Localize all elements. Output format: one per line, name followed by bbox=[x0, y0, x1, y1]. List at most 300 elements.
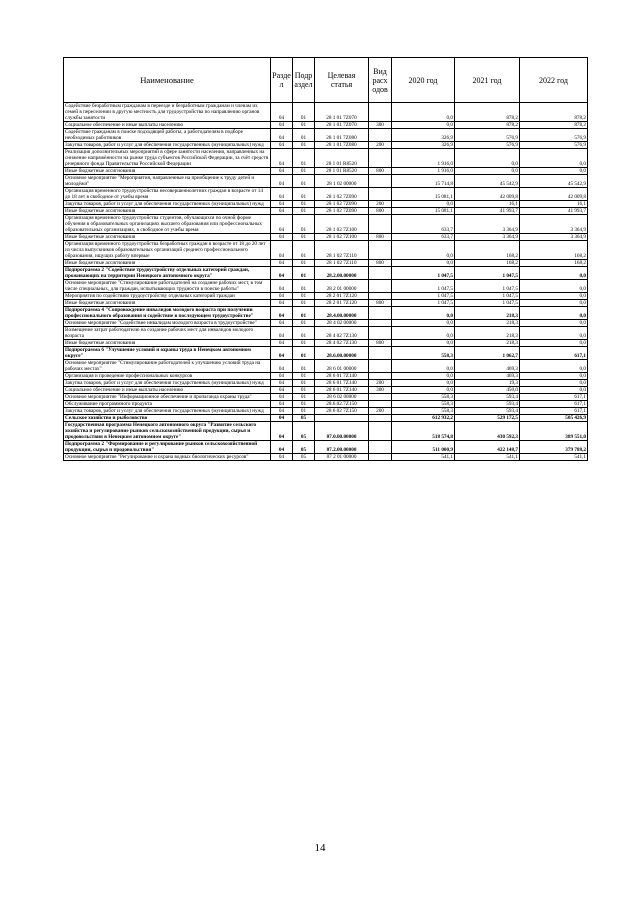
cell-name: Государственная программа Ненецкого автономного округа "Развитие сельского хозяйства и регулирование рынков сельскохозяйственной продукции, сырья и продовольствия в Ненецком автономном округе" bbox=[64, 422, 271, 441]
table-row bbox=[64, 360, 588, 373]
cell-name: Иные бюджетные ассигнования bbox=[64, 300, 271, 307]
cell-section: 04 bbox=[271, 280, 293, 293]
cell-section: 04 bbox=[271, 267, 293, 280]
cell-section: 04 bbox=[271, 168, 293, 175]
cell-subsection: 05 bbox=[293, 441, 315, 454]
table-row bbox=[64, 422, 588, 441]
cell-expense-type: 800 bbox=[369, 168, 392, 175]
cell-target-article: 28.6.02.7Z150 bbox=[315, 401, 369, 408]
cell-expense-type bbox=[369, 293, 392, 300]
cell-name: Сельское хозяйство и рыболовство bbox=[64, 415, 271, 422]
table-row bbox=[64, 373, 588, 380]
cell-2020: 326,9 bbox=[392, 142, 455, 149]
cell-expense-type bbox=[369, 422, 392, 441]
cell-2022: 42 009,8 bbox=[520, 188, 588, 201]
table-row bbox=[64, 122, 588, 129]
cell-2021: 168,2 bbox=[455, 241, 520, 260]
cell-target-article: 28 4 02 00000 bbox=[315, 320, 369, 327]
cell-2020: 1 047,5 bbox=[392, 267, 455, 280]
cell-2022: 0,0 bbox=[520, 373, 588, 380]
cell-section: 04 bbox=[271, 307, 293, 320]
cell-2020: 0,0 bbox=[392, 103, 455, 122]
cell-target-article: 28 6 02 7Z150 bbox=[315, 408, 369, 415]
cell-2022: 0,0 bbox=[520, 168, 588, 175]
cell-name: Обслуживание программного продукта bbox=[64, 401, 271, 408]
cell-name: Иные бюджетные ассигнования bbox=[64, 260, 271, 267]
cell-expense-type: 800 bbox=[369, 234, 392, 241]
table-row bbox=[64, 347, 588, 360]
cell-2022: 168,2 bbox=[520, 260, 588, 267]
cell-2021: 41 993,7 bbox=[455, 208, 520, 215]
cell-section: 04 bbox=[271, 122, 293, 129]
header-year-2020: 2020 год bbox=[392, 58, 455, 103]
cell-section: 04 bbox=[271, 201, 293, 208]
cell-name: Социальное обеспечение и иные выплаты населению bbox=[64, 122, 271, 129]
cell-target-article: 28 6 01 7Z140 bbox=[315, 373, 369, 380]
cell-2021: 593,4 bbox=[455, 408, 520, 415]
cell-target-article: 28 1 01 7Z070 bbox=[315, 103, 369, 122]
table-row bbox=[64, 394, 588, 401]
cell-2021: 168,2 bbox=[455, 260, 520, 267]
cell-target-article: 28 6 01 7Z140 bbox=[315, 387, 369, 394]
cell-expense-type bbox=[369, 454, 392, 461]
cell-2022: 45 542,9 bbox=[520, 175, 588, 188]
cell-2020: 541,1 bbox=[392, 454, 455, 461]
cell-name: Подпрограмма 2 "Формирование и регулирование рынков сельскохозяйственной продукции, сырья и продовольствия" bbox=[64, 441, 271, 454]
cell-section: 04 bbox=[271, 129, 293, 142]
table-row bbox=[64, 454, 588, 461]
cell-name: Основное мероприятие "Стимулирование работодателей на создание рабочих мест, в том числе специальных, для граждан, испытывающих трудности в поиске работы" bbox=[64, 280, 271, 293]
cell-2021: 450,0 bbox=[455, 387, 520, 394]
cell-expense-type: 200 bbox=[369, 142, 392, 149]
cell-target-article: 28 1 01 R8520 bbox=[315, 149, 369, 168]
cell-section: 04 bbox=[271, 215, 293, 234]
cell-name: Возмещение затрат работодателю на создание рабочих мест для инвалидов молодого возраста bbox=[64, 327, 271, 340]
cell-expense-type bbox=[369, 394, 392, 401]
cell-name: Закупка товаров, работ и услуг для обеспечения государственных (муниципальных) нужд bbox=[64, 142, 271, 149]
cell-2020: 0,0 bbox=[392, 327, 455, 340]
cell-name: Основное мероприятие "Мероприятия, направленные на приобщение к труду детей и молодёжи" bbox=[64, 175, 271, 188]
cell-2021: 0,0 bbox=[455, 149, 520, 168]
cell-section: 04 bbox=[271, 320, 293, 327]
cell-section: 04 bbox=[271, 188, 293, 201]
cell-2020: 518 574,8 bbox=[392, 422, 455, 441]
cell-target-article: 28 1 01 7Z080 bbox=[315, 129, 369, 142]
cell-2022: 3 364,9 bbox=[520, 215, 588, 234]
cell-2021: 1 047,5 bbox=[455, 300, 520, 307]
cell-target-article: 28 1 01 7Z070 bbox=[315, 122, 369, 129]
cell-name: Основное мероприятие "Стимулирование работодателей к улучшению условий труда на рабочих местах" bbox=[64, 360, 271, 373]
cell-name: Реализация дополнительных мероприятий в сфере занятости населения, направленных на снижение напряжённости на рынке труда субъектов Российской Федерации, за счёт средств резервного фонда Правительства Российской Федерации bbox=[64, 149, 271, 168]
table-row bbox=[64, 441, 588, 454]
cell-2021: 218,3 bbox=[455, 327, 520, 340]
cell-2022: 0,0 bbox=[520, 327, 588, 340]
cell-2022: 541,1 bbox=[520, 454, 588, 461]
cell-subsection: 01 bbox=[293, 327, 315, 340]
cell-target-article bbox=[315, 415, 369, 422]
cell-expense-type: 300 bbox=[369, 387, 392, 394]
cell-2021: 3 364,9 bbox=[455, 215, 520, 234]
cell-2022: 878,2 bbox=[520, 122, 588, 129]
cell-name: Основное мероприятие "Содействие инвалидам молодого возраста в трудоустройстве" bbox=[64, 320, 271, 327]
cell-expense-type bbox=[369, 103, 392, 122]
cell-expense-type bbox=[369, 267, 392, 280]
cell-2021: 1 062,7 bbox=[455, 347, 520, 360]
header-expense-type: Вид расх одов bbox=[369, 58, 392, 103]
cell-subsection: 01 bbox=[293, 267, 315, 280]
cell-subsection: 01 bbox=[293, 188, 315, 201]
table-row bbox=[64, 280, 588, 293]
cell-section: 04 bbox=[271, 373, 293, 380]
table-row bbox=[64, 267, 588, 280]
table-row bbox=[64, 387, 588, 394]
cell-name: Мероприятия по содействию трудоустройству отдельных категорий граждан bbox=[64, 293, 271, 300]
cell-2021: 878,2 bbox=[455, 122, 520, 129]
cell-2020: 1 916,0 bbox=[392, 168, 455, 175]
cell-2022: 878,2 bbox=[520, 103, 588, 122]
cell-expense-type bbox=[369, 241, 392, 260]
cell-target-article: 07.0.00.00000 bbox=[315, 422, 369, 441]
cell-2022: 617,1 bbox=[520, 347, 588, 360]
cell-subsection: 01 bbox=[293, 168, 315, 175]
cell-2021: 469,3 bbox=[455, 360, 520, 373]
cell-2021: 3 364,9 bbox=[455, 234, 520, 241]
cell-name: Подпрограмма 4 "Сопровождение инвалидов молодого возраста при получении профессионального образования и содействие в последующем трудоустройстве" bbox=[64, 307, 271, 320]
cell-subsection: 01 bbox=[293, 103, 315, 122]
table-body bbox=[64, 103, 588, 461]
cell-2021: 576,9 bbox=[455, 129, 520, 142]
cell-expense-type bbox=[369, 347, 392, 360]
cell-2020: 558,3 bbox=[392, 408, 455, 415]
cell-subsection: 01 bbox=[293, 129, 315, 142]
table-row bbox=[64, 241, 588, 260]
cell-2022: 0,0 bbox=[520, 320, 588, 327]
table-row bbox=[64, 142, 588, 149]
cell-expense-type bbox=[369, 373, 392, 380]
table-row bbox=[64, 168, 588, 175]
cell-expense-type bbox=[369, 320, 392, 327]
cell-target-article: 28 1 02 7Z110 bbox=[315, 260, 369, 267]
cell-subsection: 01 bbox=[293, 234, 315, 241]
cell-expense-type bbox=[369, 307, 392, 320]
cell-2022: 0,0 bbox=[520, 280, 588, 293]
cell-subsection: 01 bbox=[293, 387, 315, 394]
cell-2020: 558,3 bbox=[392, 401, 455, 408]
cell-name: Организация и проведение профессиональных конкурсов bbox=[64, 373, 271, 380]
cell-section: 04 bbox=[271, 149, 293, 168]
cell-2022: 617,1 bbox=[520, 401, 588, 408]
cell-section: 04 bbox=[271, 234, 293, 241]
cell-subsection: 01 bbox=[293, 215, 315, 234]
table-row bbox=[64, 300, 588, 307]
cell-2022: 617,1 bbox=[520, 394, 588, 401]
cell-subsection: 01 bbox=[293, 280, 315, 293]
cell-section: 04 bbox=[271, 380, 293, 387]
cell-subsection: 01 bbox=[293, 373, 315, 380]
cell-2020: 1 047,5 bbox=[392, 300, 455, 307]
cell-subsection: 05 bbox=[293, 415, 315, 422]
cell-name: Содействие безработным гражданам в переезде и безработным гражданам и членам их семей в переселении в другую местность для трудоустройства по направлению органов службы занятости bbox=[64, 103, 271, 122]
cell-subsection: 01 bbox=[293, 142, 315, 149]
table-row bbox=[64, 234, 588, 241]
cell-section: 04 bbox=[271, 208, 293, 215]
cell-2020: 0,0 bbox=[392, 380, 455, 387]
cell-subsection: 01 bbox=[293, 201, 315, 208]
cell-2020: 0,0 bbox=[392, 387, 455, 394]
cell-2020: 0,0 bbox=[392, 260, 455, 267]
cell-2022: 41 993,7 bbox=[520, 208, 588, 215]
cell-2022: 389 551,0 bbox=[520, 422, 588, 441]
cell-2020: 558,3 bbox=[392, 394, 455, 401]
cell-2021: 218,3 bbox=[455, 307, 520, 320]
cell-section: 04 bbox=[271, 260, 293, 267]
cell-section: 04 bbox=[271, 327, 293, 340]
cell-expense-type: 200 bbox=[369, 408, 392, 415]
cell-subsection: 01 bbox=[293, 241, 315, 260]
cell-subsection: 01 bbox=[293, 293, 315, 300]
cell-2020: 0,0 bbox=[392, 320, 455, 327]
table-row bbox=[64, 340, 588, 347]
cell-2020: 0,0 bbox=[392, 360, 455, 373]
cell-subsection: 01 bbox=[293, 208, 315, 215]
cell-2020: 0,0 bbox=[392, 201, 455, 208]
cell-section: 04 bbox=[271, 293, 293, 300]
cell-2021: 529 172,5 bbox=[455, 415, 520, 422]
table-row bbox=[64, 103, 588, 122]
cell-2021: 430 592,3 bbox=[455, 422, 520, 441]
cell-2020: 0,0 bbox=[392, 122, 455, 129]
cell-2020: 0,0 bbox=[392, 307, 455, 320]
cell-name: Иные бюджетные ассигнования bbox=[64, 208, 271, 215]
cell-2021: 19,3 bbox=[455, 380, 520, 387]
cell-subsection: 01 bbox=[293, 307, 315, 320]
cell-subsection: 01 bbox=[293, 340, 315, 347]
cell-target-article: 28 2 01 7Z120 bbox=[315, 293, 369, 300]
cell-2022: 0,0 bbox=[520, 293, 588, 300]
cell-name: Основное мероприятие "Информационное обеспечение и пропаганда охраны труда" bbox=[64, 394, 271, 401]
table-row bbox=[64, 129, 588, 142]
cell-name: Иные бюджетные ассигнования bbox=[64, 168, 271, 175]
cell-name: Подпрограмма 6 "Улучшение условий и охраны труда в Ненецком автономном округе" bbox=[64, 347, 271, 360]
cell-section: 04 bbox=[271, 454, 293, 461]
cell-2022: 505 426,9 bbox=[520, 415, 588, 422]
header-year-2021: 2021 год bbox=[455, 58, 520, 103]
cell-2022: 0,0 bbox=[520, 149, 588, 168]
header-year-2022: 2022 год bbox=[520, 58, 588, 103]
cell-target-article: 28 1 01 R8520 bbox=[315, 168, 369, 175]
cell-section: 04 bbox=[271, 408, 293, 415]
header-target-article: Целевая статья bbox=[315, 58, 369, 103]
cell-2021: 593,4 bbox=[455, 401, 520, 408]
cell-section: 04 bbox=[271, 340, 293, 347]
header-name: Наименование bbox=[64, 58, 271, 103]
cell-2021: 1 047,5 bbox=[455, 293, 520, 300]
cell-2021: 878,2 bbox=[455, 103, 520, 122]
cell-2020: 1 916,0 bbox=[392, 149, 455, 168]
cell-section: 04 bbox=[271, 103, 293, 122]
cell-target-article: 28 1 02 7Z100 bbox=[315, 215, 369, 234]
cell-target-article: 28.6.00.00000 bbox=[315, 347, 369, 360]
cell-expense-type: 800 bbox=[369, 340, 392, 347]
header-section: Разде л bbox=[271, 58, 293, 103]
cell-target-article: 07.2.00.00000 bbox=[315, 441, 369, 454]
cell-expense-type bbox=[369, 215, 392, 234]
cell-subsection: 01 bbox=[293, 408, 315, 415]
cell-expense-type: 800 bbox=[369, 300, 392, 307]
cell-expense-type bbox=[369, 401, 392, 408]
cell-expense-type: 200 bbox=[369, 201, 392, 208]
table-row bbox=[64, 307, 588, 320]
cell-subsection: 01 bbox=[293, 380, 315, 387]
cell-section: 04 bbox=[271, 387, 293, 394]
cell-subsection: 01 bbox=[293, 260, 315, 267]
table-row bbox=[64, 188, 588, 201]
cell-expense-type: 200 bbox=[369, 380, 392, 387]
cell-expense-type bbox=[369, 415, 392, 422]
cell-subsection: 01 bbox=[293, 175, 315, 188]
cell-subsection: 05 bbox=[293, 454, 315, 461]
cell-2022: 0,0 bbox=[520, 300, 588, 307]
cell-expense-type bbox=[369, 188, 392, 201]
cell-name: Организация временного трудоустройства несовершеннолетних граждан в возрасте от 14 до 18 лет в свободное от учебы время bbox=[64, 188, 271, 201]
cell-expense-type bbox=[369, 175, 392, 188]
cell-expense-type: 300 bbox=[369, 122, 392, 129]
cell-subsection: 01 bbox=[293, 300, 315, 307]
cell-expense-type: 800 bbox=[369, 208, 392, 215]
cell-expense-type bbox=[369, 129, 392, 142]
cell-name: Социальное обеспечение и иные выплаты населению bbox=[64, 387, 271, 394]
cell-section: 04 bbox=[271, 347, 293, 360]
cell-2022: 0,0 bbox=[520, 267, 588, 280]
cell-section: 04 bbox=[271, 175, 293, 188]
cell-2020: 15 081,1 bbox=[392, 208, 455, 215]
table-row bbox=[64, 149, 588, 168]
cell-2020: 15 714,8 bbox=[392, 175, 455, 188]
cell-2022: 379 788,2 bbox=[520, 441, 588, 454]
cell-2022: 168,2 bbox=[520, 241, 588, 260]
budget-table bbox=[63, 57, 588, 461]
cell-2021: 0,0 bbox=[455, 168, 520, 175]
cell-2020: 15 081,1 bbox=[392, 188, 455, 201]
cell-name: Иные бюджетные ассигнования bbox=[64, 234, 271, 241]
cell-2020: 0,0 bbox=[392, 373, 455, 380]
cell-section: 04 bbox=[271, 360, 293, 373]
cell-name: Закупка товаров, работ и услуг для обеспечения государственных (муниципальных) нужд bbox=[64, 380, 271, 387]
cell-expense-type bbox=[369, 327, 392, 340]
header-subsection: Подр аздел bbox=[293, 58, 315, 103]
cell-target-article: 28 6 01 00000 bbox=[315, 360, 369, 373]
cell-2022: 3 364,9 bbox=[520, 234, 588, 241]
cell-2021: 1 047,5 bbox=[455, 280, 520, 293]
cell-2020: 326,9 bbox=[392, 129, 455, 142]
cell-target-article: 28 1 01 7Z080 bbox=[315, 142, 369, 149]
cell-name: Содействие гражданам в поиске подходящей работы, а работодателям в подборе необходимых работников bbox=[64, 129, 271, 142]
cell-subsection: 05 bbox=[293, 422, 315, 441]
cell-2020: 0,0 bbox=[392, 340, 455, 347]
cell-2020: 633,7 bbox=[392, 234, 455, 241]
cell-expense-type bbox=[369, 360, 392, 373]
cell-2021: 218,3 bbox=[455, 320, 520, 327]
cell-target-article: 28 6 01 7Z140 bbox=[315, 380, 369, 387]
cell-2022: 576,9 bbox=[520, 129, 588, 142]
cell-subsection: 01 bbox=[293, 347, 315, 360]
cell-name: Организация временного трудоустройства студентов, обучающихся по очной форме обучения в образовательных организациях высшего образования или профессиональных образовательных организациях, в свободное от учебы время bbox=[64, 215, 271, 234]
cell-2021: 576,9 bbox=[455, 142, 520, 149]
cell-2022: 0,0 bbox=[520, 360, 588, 373]
cell-expense-type bbox=[369, 441, 392, 454]
table-header-row bbox=[64, 58, 588, 103]
cell-target-article: 28 1 02 00000 bbox=[315, 175, 369, 188]
cell-name: Организация временного трудоустройства безработных граждан в возрасте от 18 до 20 лет из числа выпускников образовательных организаций среднего профессионального образования, ищущих работу впервые bbox=[64, 241, 271, 260]
cell-target-article: 28 2 01 7Z120 bbox=[315, 300, 369, 307]
cell-target-article: 28.4.00.00000 bbox=[315, 307, 369, 320]
table-row bbox=[64, 175, 588, 188]
cell-target-article: 28 1 02 7Z100 bbox=[315, 234, 369, 241]
cell-subsection: 01 bbox=[293, 149, 315, 168]
cell-target-article: 07 2 01 00000 bbox=[315, 454, 369, 461]
cell-2021: 1 047,5 bbox=[455, 267, 520, 280]
cell-2022: 0,0 bbox=[520, 340, 588, 347]
cell-2021: 218,3 bbox=[455, 340, 520, 347]
cell-2020: 511 000,9 bbox=[392, 441, 455, 454]
table-row bbox=[64, 293, 588, 300]
cell-target-article: 28 6 02 00000 bbox=[315, 394, 369, 401]
cell-2020: 1 047,5 bbox=[392, 280, 455, 293]
cell-subsection: 01 bbox=[293, 360, 315, 373]
table-row bbox=[64, 215, 588, 234]
cell-target-article: 28 2 01 00000 bbox=[315, 280, 369, 293]
cell-2021: 16,1 bbox=[455, 201, 520, 208]
cell-section: 04 bbox=[271, 241, 293, 260]
table-row bbox=[64, 327, 588, 340]
cell-name: Закупка товаров, работ и услуг для обеспечения государственных (муниципальных) нужд bbox=[64, 408, 271, 415]
cell-name: Закупка товаров, работ и услуг для обеспечения государственных (муниципальных) нужд bbox=[64, 201, 271, 208]
cell-2022: 16,1 bbox=[520, 201, 588, 208]
cell-section: 04 bbox=[271, 142, 293, 149]
cell-expense-type: 800 bbox=[369, 260, 392, 267]
cell-2021: 45 542,9 bbox=[455, 175, 520, 188]
cell-name: Иные бюджетные ассигнования bbox=[64, 340, 271, 347]
cell-expense-type bbox=[369, 149, 392, 168]
cell-target-article: 28 4 02 7Z130 bbox=[315, 340, 369, 347]
cell-section: 04 bbox=[271, 415, 293, 422]
cell-2022: 0,0 bbox=[520, 380, 588, 387]
cell-2020: 633,7 bbox=[392, 215, 455, 234]
cell-target-article: 28 4 02 7Z130 bbox=[315, 327, 369, 340]
table-row bbox=[64, 320, 588, 327]
cell-target-article: 28 1 02 7Z090 bbox=[315, 188, 369, 201]
cell-2022: 617,1 bbox=[520, 408, 588, 415]
cell-section: 04 bbox=[271, 300, 293, 307]
cell-2022: 0,0 bbox=[520, 387, 588, 394]
cell-target-article: 28 1 02 7Z090 bbox=[315, 208, 369, 215]
table-row bbox=[64, 208, 588, 215]
table-row bbox=[64, 408, 588, 415]
cell-subsection: 01 bbox=[293, 394, 315, 401]
cell-2021: 541,1 bbox=[455, 454, 520, 461]
page-number: 14 bbox=[314, 842, 326, 854]
cell-2021: 422 148,7 bbox=[455, 441, 520, 454]
table-row bbox=[64, 201, 588, 208]
cell-subsection: 01 bbox=[293, 122, 315, 129]
cell-2022: 0,0 bbox=[520, 307, 588, 320]
cell-name: Основное мероприятие "Регулирование и охрана водных биологических ресурсов" bbox=[64, 454, 271, 461]
cell-2020: 612 932,2 bbox=[392, 415, 455, 422]
table-row bbox=[64, 380, 588, 387]
cell-2020: 0,0 bbox=[392, 241, 455, 260]
cell-subsection: 01 bbox=[293, 320, 315, 327]
cell-2021: 593,4 bbox=[455, 394, 520, 401]
